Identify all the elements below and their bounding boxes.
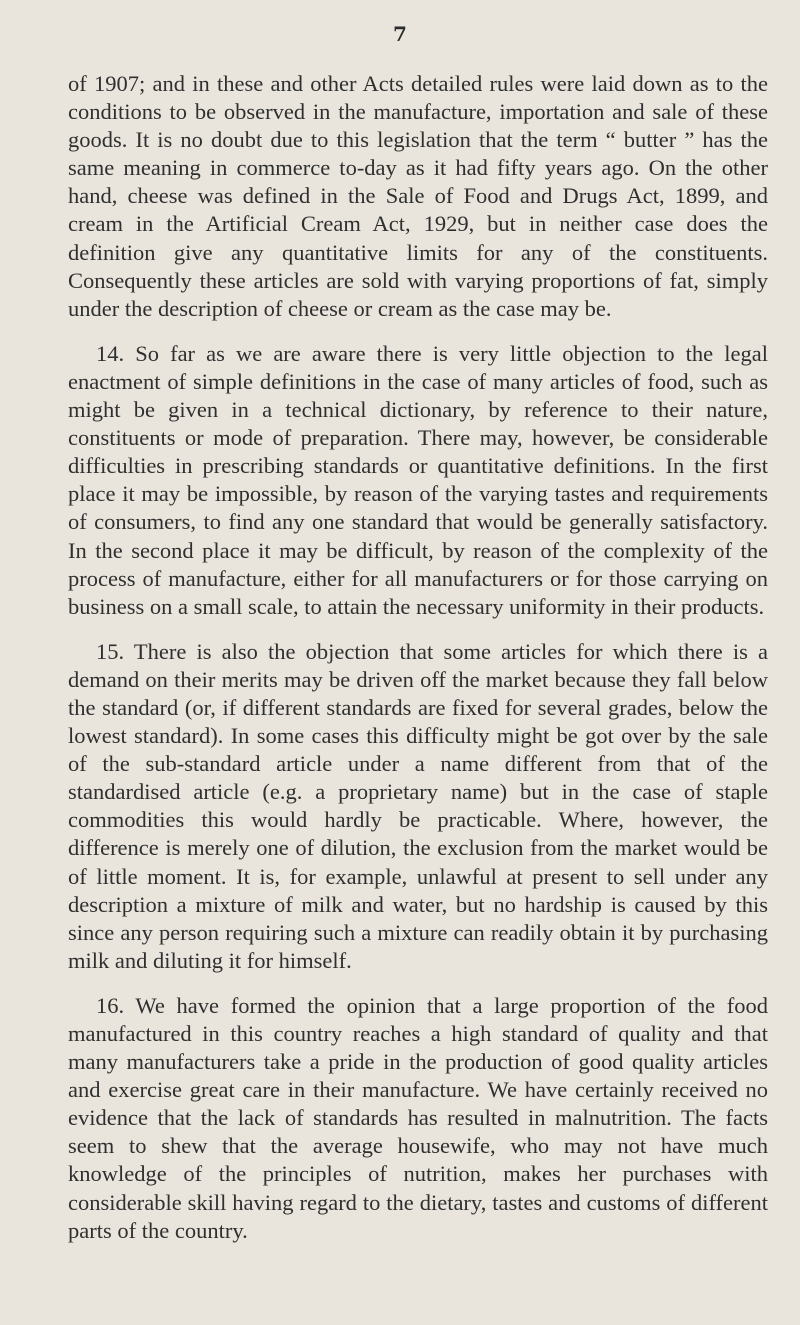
paragraph-continuation: of 1907; and in these and other Acts detailed rules were laid down as to the conditions to be observed in the manufacture, importation and sale of these goods. It is no doubt due to this legislation that the term “ butter ” has the same meaning in commerce to-day as it had fifty years ago. On the other hand, cheese was defined in the Sale of Food and Drugs Act, 1899, and cream in the Artificial Cream Act, 1929, but in neither case does the definition give any quantitative limits for any of the constituents. Consequently these articles are sold with varying proportions of fat, simply under the description of cheese or cream as the case may be.	[68, 71, 768, 321]
page-number: 7	[393, 22, 407, 46]
paragraph-14: 14. So far as we are aware there is very little objection to the legal enactment of simple definitions in the case of many articles of food, such as might be given in a technical dictionary, by reference to their nature, constituents or mode of preparation. There may, however, be considerable difficulties in prescribing standards or quantitative definitions. In the first place it may be impossible, by reason of the varying tastes and requirements of consumers, to find any one standard that would be generally satisfactory. In the second place it may be difficult, by reason of the complexity of the process of manufacture, either for all manufacturers or for those carrying on business on a small scale, to attain the necessary uniformity in their products.	[68, 340, 768, 619]
body-text	[68, 70, 768, 1245]
paragraph-16: 16. We have formed the opinion that a large proportion of the food manufactured in this country reaches a high standard of quality and that many manufacturers take a pride in the production of good quality articles and exercise great care in their manufacture. We have certainly received no evidence that the lack of standards has resulted in malnutrition. The facts seem to shew that the average housewife, who may not have much knowledge of the principles of nutrition, makes her purchases with considerable skill having regard to the dietary, tastes and customs of different parts of the country.	[68, 992, 768, 1243]
paragraph-15: 15. There is also the objection that some articles for which there is a demand on their merits may be driven off the market because they fall below the standard (or, if different standards are fixed for several grades, below the lowest standard). In some cases this difficulty might be got over by the sale of the sub-standard article under a name different from that of the standardised article (e.g. a proprietary name) but in the case of staple commodities this would hardly be practicable. Where, however, the difference is merely one of dilution, the exclusion from the market would be of little moment. It is, for example, unlawful at present to sell under any description a mixture of milk and water, but no hardship is caused by this since any person requiring such a mixture can readily obtain it by purchasing milk and diluting it for himself.	[68, 638, 768, 973]
